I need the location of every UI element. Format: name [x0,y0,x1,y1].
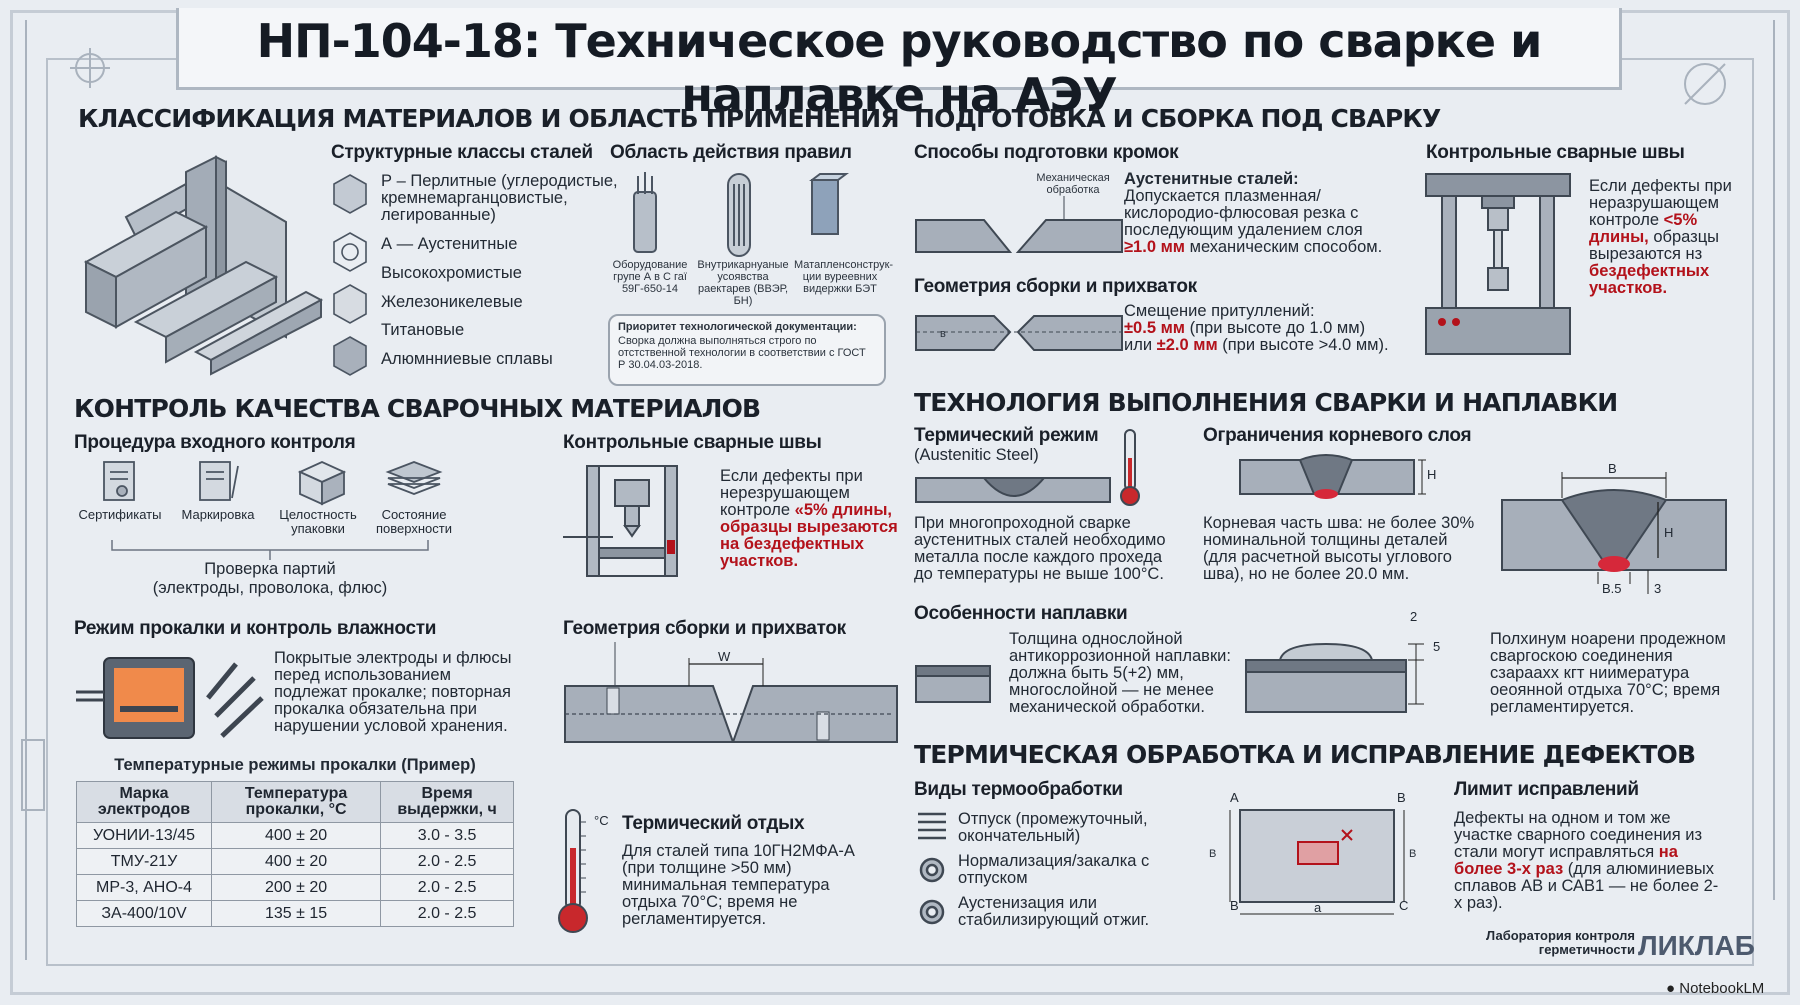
priority-callout [608,314,886,386]
cladding-dim-2: 5 [1433,639,1441,654]
diagram-label-c: С [1399,898,1409,913]
scope-item-3: Матапленсонструк-ции вуреевниx видержки БЭТ [794,259,894,295]
incoming-item-2: Маркировка [181,507,255,522]
table-header-brand: Марка электродов [77,782,212,823]
assembly-title: Геометрия сборки и прихваток [914,276,1197,297]
test-press-illustration [563,462,683,580]
geometry-title-left: Геометрия сборки и прихваток [563,618,846,639]
limit-text [1454,810,1724,912]
steel-class-6: Алюмнниевые сплавы [381,350,553,368]
welds-text-red: «5% длины, образцы вырезаются на бездефектных участков. [720,501,898,570]
steel-class-5: Титановые [381,321,465,339]
section-heat-treatment-heading: ТЕРМИЧЕСКАЯ ОБРАБОТКА И ИСПРАВЛЕНИЕ ДЕФЕКТОВ [914,740,1696,769]
incoming-control-icons [100,458,460,508]
table-cell: 2.0 - 2.5 [381,875,514,901]
diagram-label-b1: В [1397,790,1406,805]
weld-label-h: Н [1664,525,1674,540]
notebook-label: NotebookLM [1679,980,1765,997]
assembly-label-b: в [940,328,946,340]
edge-prep-post: механическим способом. [1189,238,1383,256]
bake-text: Покрытые электроды и флюсы перед использованием подлежат прокалке; повторная прокалка обязательна при нарушении условой хранения. [274,649,512,735]
notebook-icon: ● [1666,980,1676,997]
table-cell: 2.0 - 2.5 [381,901,514,927]
section-quality-heading: КОНТРОЛЬ КАЧЕСТВА СВАРОЧНЫХ МАТЕРИАЛОВ [74,394,761,423]
section-technology-heading: ТЕХНОЛОГИЯ ВЫПОЛНЕНИЯ СВАРКИ И НАПЛАВКИ [914,388,1618,417]
cladding-dim-1: 2 [1410,609,1418,624]
rest-text: Для сталей типа 10ГН2МФА-А (при толщине >50 мм) минимальная температура отдыха 70°С; время не регламентируется. [622,842,855,928]
steel-classes-title: Структурные классы сталей [331,142,593,163]
batch-check-line2: (электроды, проволока, флюс) [152,579,388,597]
root-layer-text: Корневая часть шва: не более 30% номинальной толщины деталей (для расчетной высоты углового шва), но не более 20.0 мм. [1203,514,1475,583]
root-label-h: Н [1427,467,1437,482]
incoming-item-1: Сертификаты [78,507,162,522]
callout-text: Сворка должна выполняться строго по отстственной технологии в соответствии с ГОСТ Р 30.04.03-2018. [618,335,866,371]
weld-label-b: В [1608,461,1617,476]
weld-label-b5: В.5 [1602,581,1622,596]
rest-unit: °С [594,813,609,828]
scope-item-1: Оборудование групе А в С гаї 59Г-650-14 [612,259,688,295]
heat-types-title: Виды термообработки [914,779,1123,800]
assembly-red1: ±0.5 мм [1124,319,1185,337]
table-cell: МР-3, АНО-4 [77,875,212,901]
table-cell: 400 ± 20 [212,823,381,849]
control-welds-red1: <5% длины, [1589,211,1698,246]
welds-title-left: Контрольные сварные швы [563,432,822,453]
scope-item-2: Внутрикарнуаные усоявства раектарев (ВВЭР, БН) [697,259,789,307]
tensile-machine-illustration [1426,172,1572,356]
limit-post: (для алюминиевых сплавов АВ и САВ1 — не более 2-х раз). [1454,860,1719,912]
welds-text-left [720,468,900,570]
control-welds-mid: образцы вырезаются нз [1589,228,1720,263]
limit-title: Лимит исправлений [1454,779,1639,800]
batch-bracket [110,538,430,562]
root-layer-diagram [1238,454,1438,502]
steel-class-3: Высокохромистые [381,264,522,282]
incoming-control-title: Процедура входного контроля [74,432,356,453]
edge-prep-pre: Допускается плазменная/ кислородио-флюсовая резка с последующим удалением слоя [1124,187,1363,239]
incoming-item-4: Состояние поверхности [376,507,452,536]
diagram-label-a-small: а [1314,900,1322,915]
brand-logo: ЛИКЛАБ [1638,930,1755,961]
bake-title: Режим прокалки и контроль влажности [74,618,437,639]
heat-type-3: Аустенизация или стабилизирующий отжиг. [958,894,1150,929]
table-row [77,901,514,927]
assembly-or: или [1124,336,1153,354]
thermal-thermometer-icon [1116,428,1146,508]
section-preparation-heading: ПОДГОТОВКА И СБОРКА ПОД СВАРКУ [914,104,1441,133]
steel-profiles-illustration [76,142,326,374]
lab-line1: Лаборатория контроля [1486,928,1635,943]
diagram-label-b2: В [1209,848,1217,860]
diagram-label-b4: В [1230,898,1239,913]
table-header-temp: Температура прокалки, °С [212,782,381,823]
steel-class-1: Р – Перлитные (углеродистые, кремнемарганцовистые, легированные) [381,172,618,224]
edge-prep-label: Механическая обработка [1036,172,1110,196]
diagram-label-b3: В [1409,848,1417,860]
limit-pre: Дефекты на одном и том же участке сварного соединения из стали могут исправляться [1454,809,1703,861]
cladding-section-diagram [1240,624,1440,714]
assembly-text [1124,303,1414,354]
cladding-text: Толщина однослойной антикоррозионной наплавки: должна быть 5(+2) мм, многослойной — не менее механической обработки. [1009,630,1231,716]
page-title: НП-104-18: Техническое руководство по сварке и наплавке на АЭУ [256,14,1542,122]
heat-type-icons [914,810,950,934]
table-cell: ЗА-400/10V [77,901,212,927]
bake-temperature-table [76,781,514,927]
cladding-plate-icon [914,662,994,706]
heat-type-2: Нормализация/закалка с отпуском [958,852,1150,887]
notebooklm-badge [1666,980,1764,997]
edge-prep-bold: Аустенитные сталей: [1124,170,1299,188]
limit-red: на более 3-х раз [1454,843,1678,878]
table-title: Температурные режимы прокалки (Пример) [114,756,476,774]
control-welds-title: Контрольные сварные швы [1426,142,1685,163]
table-row [77,823,514,849]
crystal-lattice-icons [330,175,370,375]
assembly-line2: (при высоте до 1.0 мм) [1189,319,1366,337]
table-cell: ТМУ-21У [77,849,212,875]
rest-title: Термический отдых [622,813,805,834]
scope-title: Область действия правил [610,142,852,163]
steel-class-4: Железоникелевые [381,293,523,311]
table-cell: 200 ± 20 [212,875,381,901]
lab-line2: герметичности [1538,942,1635,957]
table-cell: УОНИИ-13/45 [77,823,212,849]
table-cell: 2.0 - 2.5 [381,849,514,875]
edge-prep-diagram [914,206,1124,256]
section-classification-heading: КЛАССИФИКАЦИЯ МАТЕРИАЛОВ И ОБЛАСТЬ ПРИМЕНЕНИЯ [78,104,899,133]
welds-text-plain: Если дефекты при нерезрушающем контроле [720,467,863,519]
weld-label-3: 3 [1654,581,1662,596]
thermometer-icon [554,808,594,938]
diagram-label-a: А [1230,790,1239,805]
incoming-item-3: Целостность упаковки [279,507,357,536]
table-cell: 400 ± 20 [212,849,381,875]
cladding-title: Особенности наплавки [914,603,1128,624]
oven-illustration [76,652,266,742]
control-welds-text [1589,178,1739,297]
table-row [77,875,514,901]
edge-prep-title: Способы подготовки кромок [914,142,1179,163]
table-cell: 3.0 - 3.5 [381,823,514,849]
root-layer-title: Ограничения корневого слоя [1203,425,1472,446]
batch-check-line1: Проверка партий [204,560,336,578]
assembly-line1: Смещение притуллений: [1124,302,1315,320]
table-header-time: Время выдержки, ч [381,782,514,823]
edge-prep-text [1124,171,1394,256]
scope-equipment-icons [620,172,840,260]
table-cell: 135 ± 15 [212,901,381,927]
control-welds-pre: Если дефекты при неразрушающем контроле [1589,177,1732,229]
table-header-row [77,782,514,823]
geometry-label-w: W [718,649,731,664]
control-welds-red2: бездефектных участков. [1589,262,1710,297]
table-row [77,849,514,875]
thermal-mode-text: При многопроходной сварке аустенитных сталей необходимо металла после каждого прохеда до температуры не выше 100°С. [914,514,1166,583]
steel-class-2: А — Аустенитные [381,235,518,253]
multipass-weld-diagram [914,470,1114,510]
thermal-mode-title: Термический режим [914,425,1099,446]
side-note-text: Полхинум ноарени продежном сваргоскою соединения сзараахх кгт ниимература оеоянной отдыха 70°С; время регламентируется. [1490,630,1726,716]
heat-type-1: Отпуск (промежуточный, окончательный) [958,810,1148,845]
assembly-line3: (при высоте >4.0 мм). [1222,336,1389,354]
edge-prep-red: ≥1.0 мм [1124,238,1185,256]
assembly-red2: ±2.0 мм [1156,336,1218,354]
callout-title: Приоритет технологической документации: [618,321,857,333]
thermal-mode-sub: (Austenitic Steel) [914,446,1039,464]
